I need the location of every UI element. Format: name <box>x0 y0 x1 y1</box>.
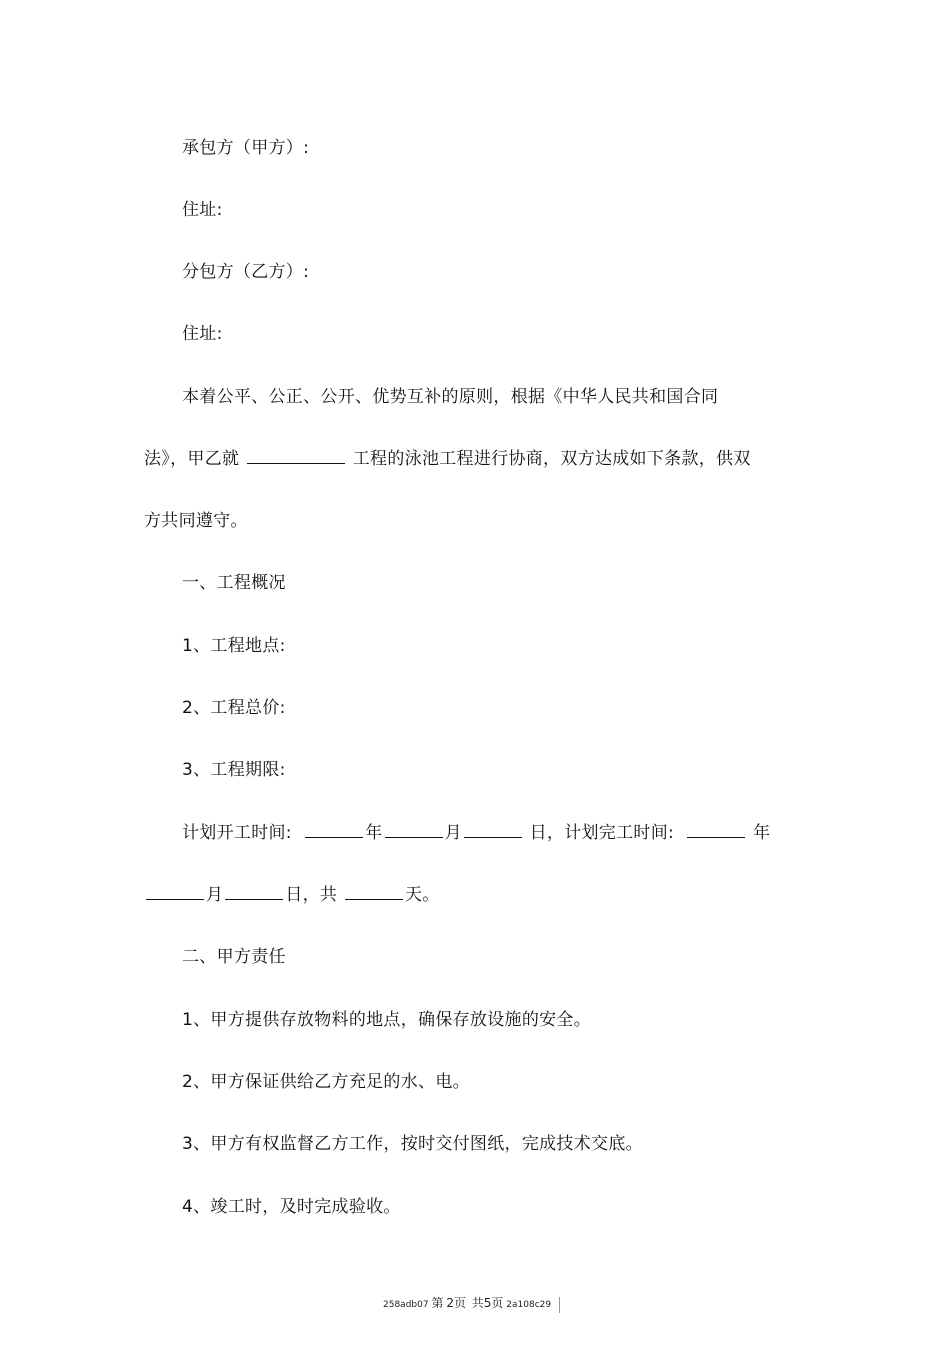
party-a-label: 承包方（甲方）: <box>182 138 310 158</box>
total-days-blank <box>345 885 403 900</box>
section-2-title: 二、甲方责任 <box>182 947 286 967</box>
footer-total-number: 5 <box>483 1296 492 1310</box>
section-2-item-2: 2、甲方保证供给乙方充足的水、电。 <box>182 1072 470 1092</box>
intro-paragraph-line-1: 本着公平、公正、公开、优势互补的原则，根据《中华人民共和国合同 <box>182 387 719 407</box>
finish-day-blank <box>225 885 283 900</box>
days-label: 天。 <box>404 885 440 905</box>
section-1-item-2: 2、工程总价: <box>182 698 286 718</box>
finish-year-blank <box>687 823 745 838</box>
section-2-item-4: 4、竣工时，及时完成验收。 <box>182 1197 401 1217</box>
footer-page-number: 2 <box>446 1296 454 1310</box>
footer-page-prefix: 第 <box>431 1296 444 1310</box>
start-year-blank <box>305 823 363 838</box>
party-b-label: 分包方（乙方）: <box>182 262 310 282</box>
page-footer <box>383 1296 560 1313</box>
intro-text-a: 法》，甲乙就 <box>144 449 240 469</box>
schedule-line-2 <box>144 884 440 906</box>
section-2-item-3: 3、甲方有权监督乙方工作，按时交付图纸，完成技术交底。 <box>182 1134 643 1154</box>
intro-paragraph-line-3: 方共同遵守。 <box>144 511 248 531</box>
address-a-label: 住址: <box>182 200 223 220</box>
month-label: 月 <box>444 823 462 843</box>
finish-month-blank <box>146 885 204 900</box>
section-1-title: 一、工程概况 <box>182 573 286 593</box>
footer-page-word: 页 <box>453 1296 466 1310</box>
finish-month-label: 月 <box>206 885 224 905</box>
total-label: 共 <box>319 885 338 905</box>
section-2-item-1: 1、甲方提供存放物料的地点，确保存放设施的安全。 <box>182 1010 592 1030</box>
finish-year-label: 年 <box>753 823 771 843</box>
project-name-blank <box>247 449 345 464</box>
start-day-blank <box>464 823 522 838</box>
footer-total-prefix: 共 <box>471 1296 484 1310</box>
section-1-item-1: 1、工程地点: <box>182 636 286 656</box>
footer-divider <box>559 1297 560 1313</box>
plan-start-label: 计划开工时间: <box>182 823 292 843</box>
year-label: 年 <box>365 823 383 843</box>
footer-total-word: 页 <box>491 1296 504 1310</box>
schedule-line-1 <box>182 822 770 844</box>
footer-code-right: 2a108c29 <box>506 1300 552 1310</box>
finish-day-label: 日， <box>285 885 320 905</box>
intro-paragraph-line-2 <box>144 448 751 470</box>
intro-text-b: 工程的泳池工程进行协商，双方达成如下条款，供双 <box>352 449 751 469</box>
section-1-item-3: 3、工程期限: <box>182 760 286 780</box>
start-month-blank <box>385 823 443 838</box>
plan-finish-label: 计划完工时间: <box>564 823 675 843</box>
footer-code-left: 258adb07 <box>383 1300 429 1310</box>
address-b-label: 住址: <box>182 324 223 344</box>
day-label: 日， <box>529 823 565 843</box>
